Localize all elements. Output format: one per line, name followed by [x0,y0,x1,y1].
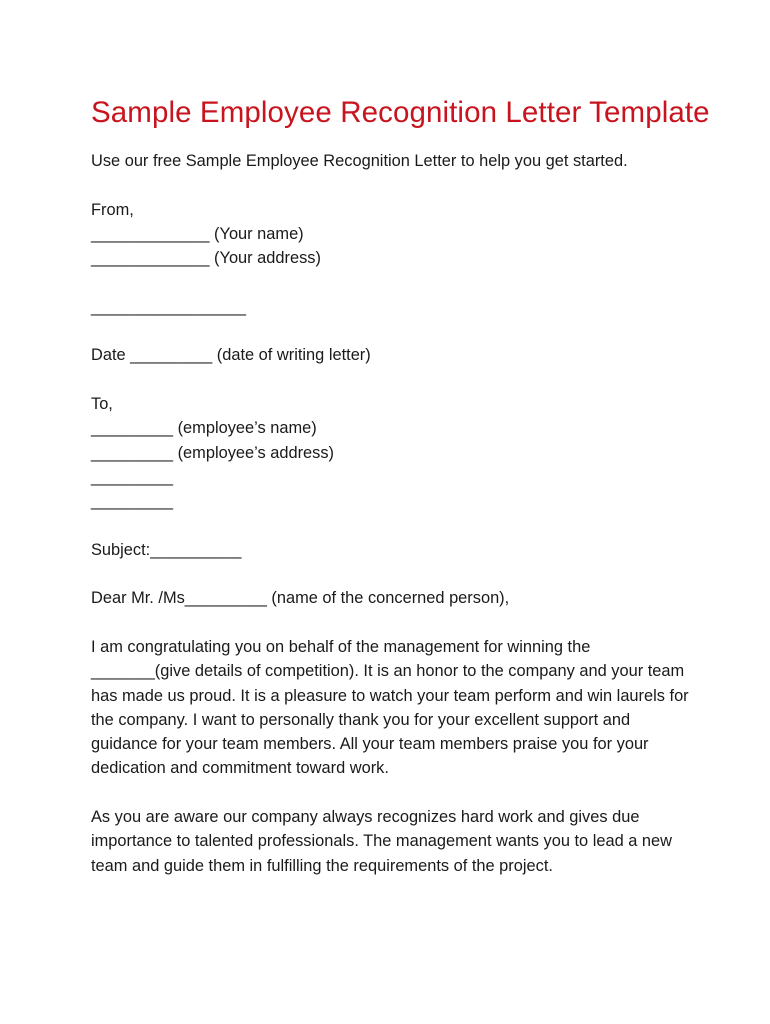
address-blank-line: _________ [91,467,174,486]
date-line: Date _________ (date of writing letter) [91,346,371,365]
subject-line: Subject:__________ [91,540,242,559]
spacer [91,368,711,392]
employee-address-field: _________ (employee’s address) [91,443,334,462]
page-title: Sample Employee Recognition Letter Template [91,96,710,129]
spacer [91,781,711,805]
employee-name-field: _________ (employee’s name) [91,419,317,438]
letter-content [91,92,711,878]
spacer [91,319,711,343]
body-paragraph-1: I am congratulating you on behalf of the management for winning the _______(give details of competition). It is an honor to the company and your team has made us proud. It is a pleasure to watch your team perform and win laurels for the company. I want to personally thank you for your excellent support and guidance for your team members. All your team members praise you for your dedication and commitment toward work. [91,637,689,778]
spacer [91,611,711,635]
spacer [91,513,711,537]
to-label: To, [91,394,113,413]
sender-name-field: _____________ (Your name) [91,224,304,243]
from-label: From, [91,200,134,219]
spacer [91,270,711,294]
intro-text: Use our free Sample Employee Recognition Letter to help you get started. [91,152,628,170]
spacer [91,173,711,197]
address-blank-line: _________ [91,492,174,511]
sender-address-field: _____________ (Your address) [91,249,321,268]
blank-line: _________________ [91,297,246,316]
body-paragraph-2: As you are aware our company always recognizes hard work and gives due importance to talented professionals. The management wants you to lead a new team and guide them in fulfilling the requirements of the project. [91,808,673,875]
spacer [91,562,711,586]
salutation: Dear Mr. /Ms_________ (name of the concerned person), [91,589,510,608]
